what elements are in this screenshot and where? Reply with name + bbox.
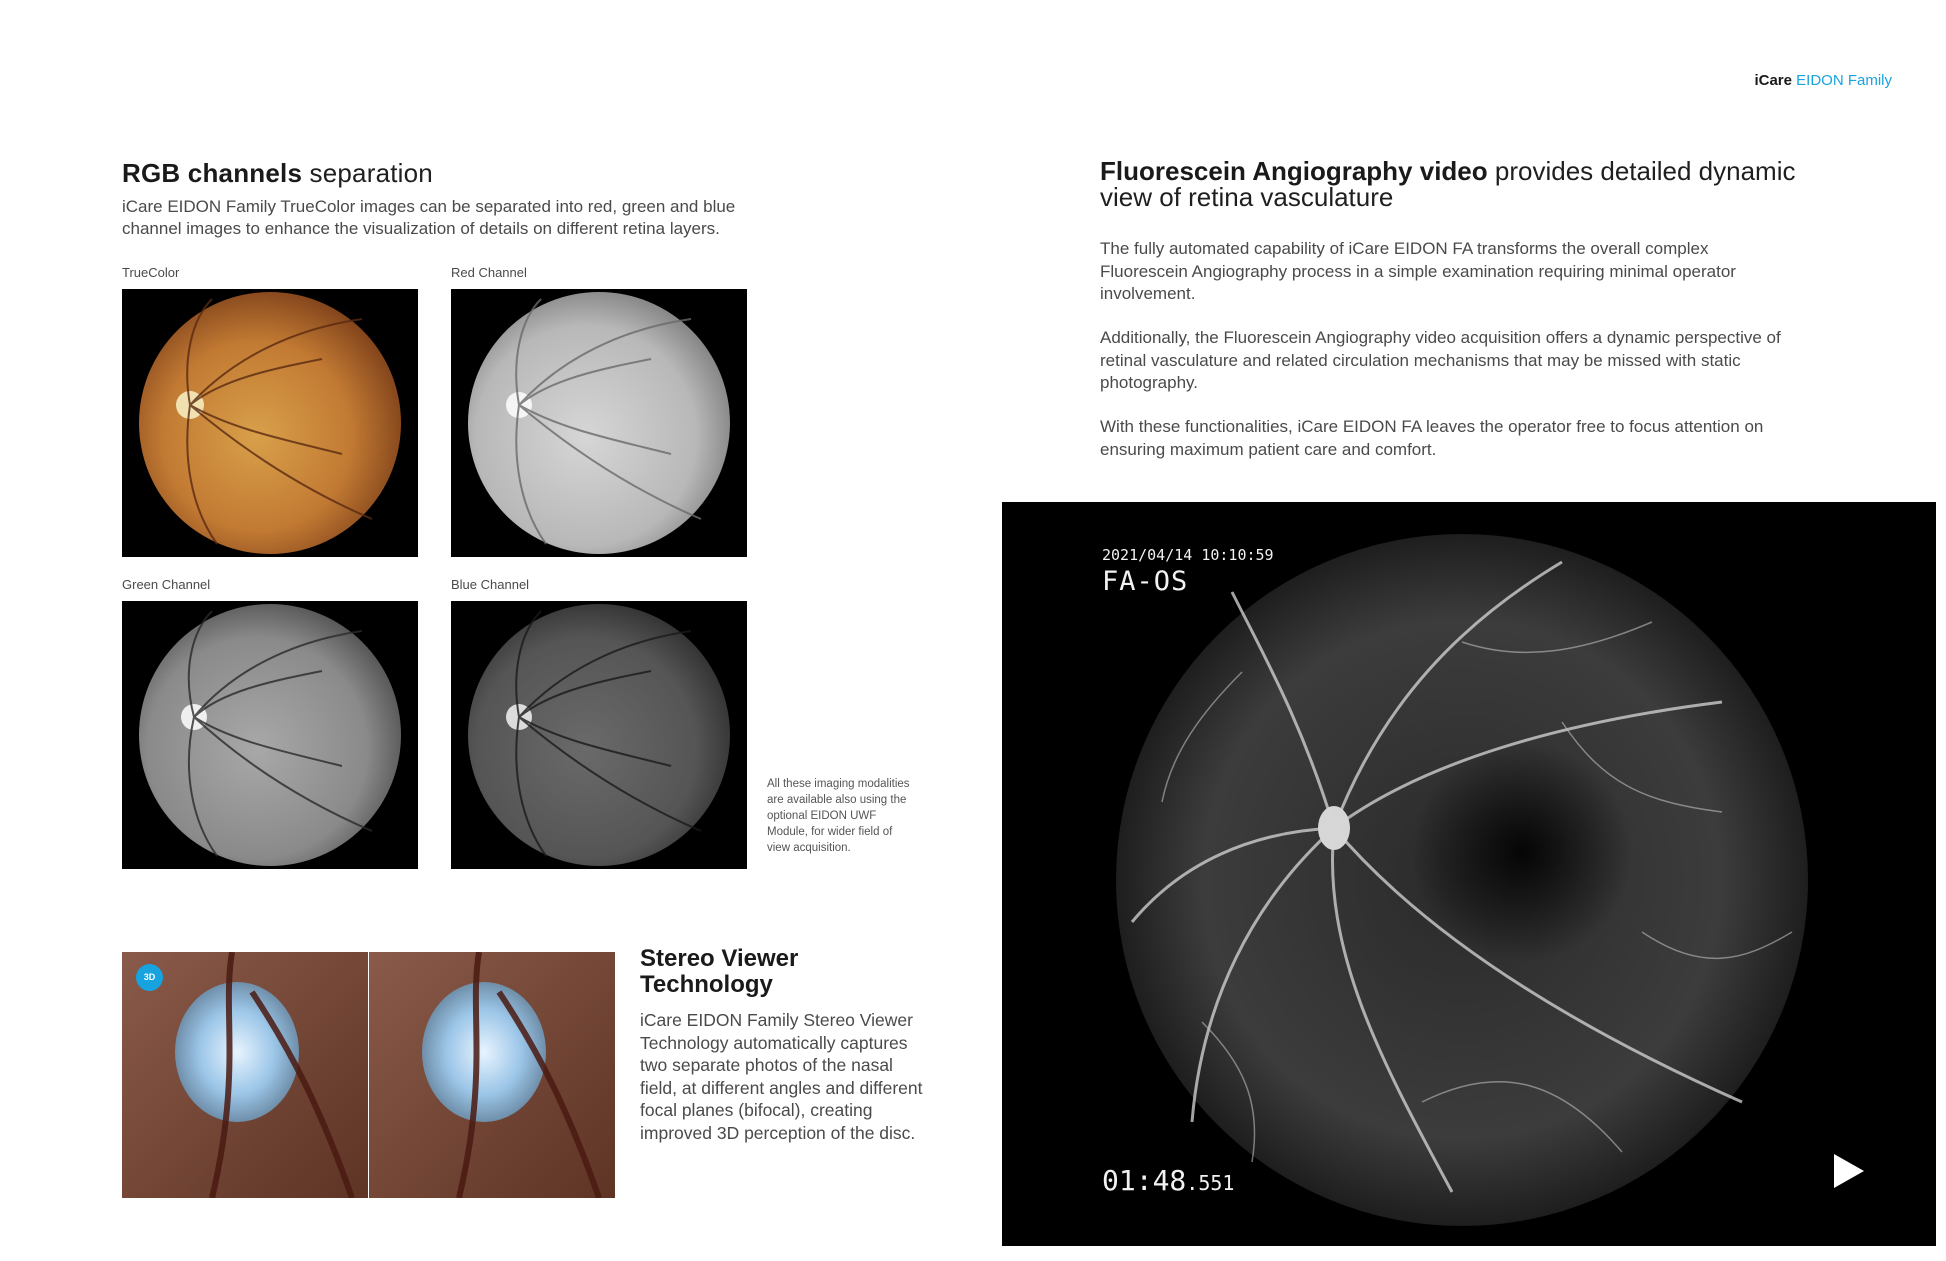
rgb-heading-rest: separation bbox=[302, 158, 433, 188]
rgb-heading bbox=[122, 158, 433, 189]
play-icon[interactable] bbox=[1834, 1154, 1864, 1188]
fa-heading bbox=[1100, 158, 1800, 210]
elapsed-main: 01:48 bbox=[1102, 1164, 1187, 1197]
fa-video-player[interactable] bbox=[1002, 502, 1936, 1246]
fa-paragraph-3: With these functionalities, iCare EIDON FA leaves the operator free to focus attention on ensuring maximum patient care and comfort. bbox=[1100, 417, 1764, 459]
truecolor-fundus-image bbox=[122, 289, 418, 557]
video-overlay-info bbox=[1102, 546, 1274, 597]
caption-blue-channel: Blue Channel bbox=[451, 577, 530, 592]
stereo-title: Stereo Viewer Technology bbox=[640, 945, 799, 998]
video-elapsed-time bbox=[1102, 1164, 1234, 1197]
uwf-module-note: All these imaging modalities are available also using the optional EIDON UWF Module, for wider field of view acquisition. bbox=[767, 778, 910, 854]
caption-red-channel: Red Channel bbox=[451, 265, 527, 280]
blue-channel-fundus-image bbox=[451, 601, 747, 869]
elapsed-ms: .551 bbox=[1186, 1171, 1235, 1195]
red-channel-fundus-image bbox=[451, 289, 747, 557]
caption-truecolor: TrueColor bbox=[122, 265, 180, 280]
fa-heading-bold: Fluorescein Angiography video bbox=[1100, 156, 1488, 186]
rgb-heading-bold: RGB channels bbox=[122, 158, 303, 188]
brand-name: iCare bbox=[1754, 72, 1792, 89]
brand-logo bbox=[1754, 72, 1892, 89]
video-timestamp: 2021/04/14 10:10:59 bbox=[1102, 546, 1274, 564]
3d-badge: 3D bbox=[136, 964, 163, 991]
green-channel-fundus-image bbox=[122, 601, 418, 869]
brand-family: EIDON Family bbox=[1796, 72, 1892, 89]
fa-paragraph-2: Additionally, the Fluorescein Angiography video acquisition offers a dynamic perspective of retinal vasculature and related circulation mechanisms that may be missed with static photography. bbox=[1100, 328, 1781, 392]
caption-green-channel: Green Channel bbox=[122, 577, 211, 592]
fa-paragraph-1: The fully automated capability of iCare EIDON FA transforms the overall complex Fluorescein Angiography process in a simple examination requiring minimal operator involvement. bbox=[1100, 239, 1736, 303]
stereo-image-pair bbox=[122, 952, 615, 1198]
video-mode-label: FA-OS bbox=[1102, 566, 1189, 597]
rgb-intro: iCare EIDON Family TrueColor images can be separated into red, green and blue channel images to enhance the visualization of details on different retina layers. bbox=[122, 197, 736, 238]
stereo-body: iCare EIDON Family Stereo Viewer Technology automatically captures two separate photos of the nasal field, at different angles and different focal planes (bifocal), creating improved 3D perception of the disc. bbox=[640, 1010, 923, 1143]
fa-heading-rest: provides detailed dynamic view of retina vasculature bbox=[1100, 156, 1796, 212]
